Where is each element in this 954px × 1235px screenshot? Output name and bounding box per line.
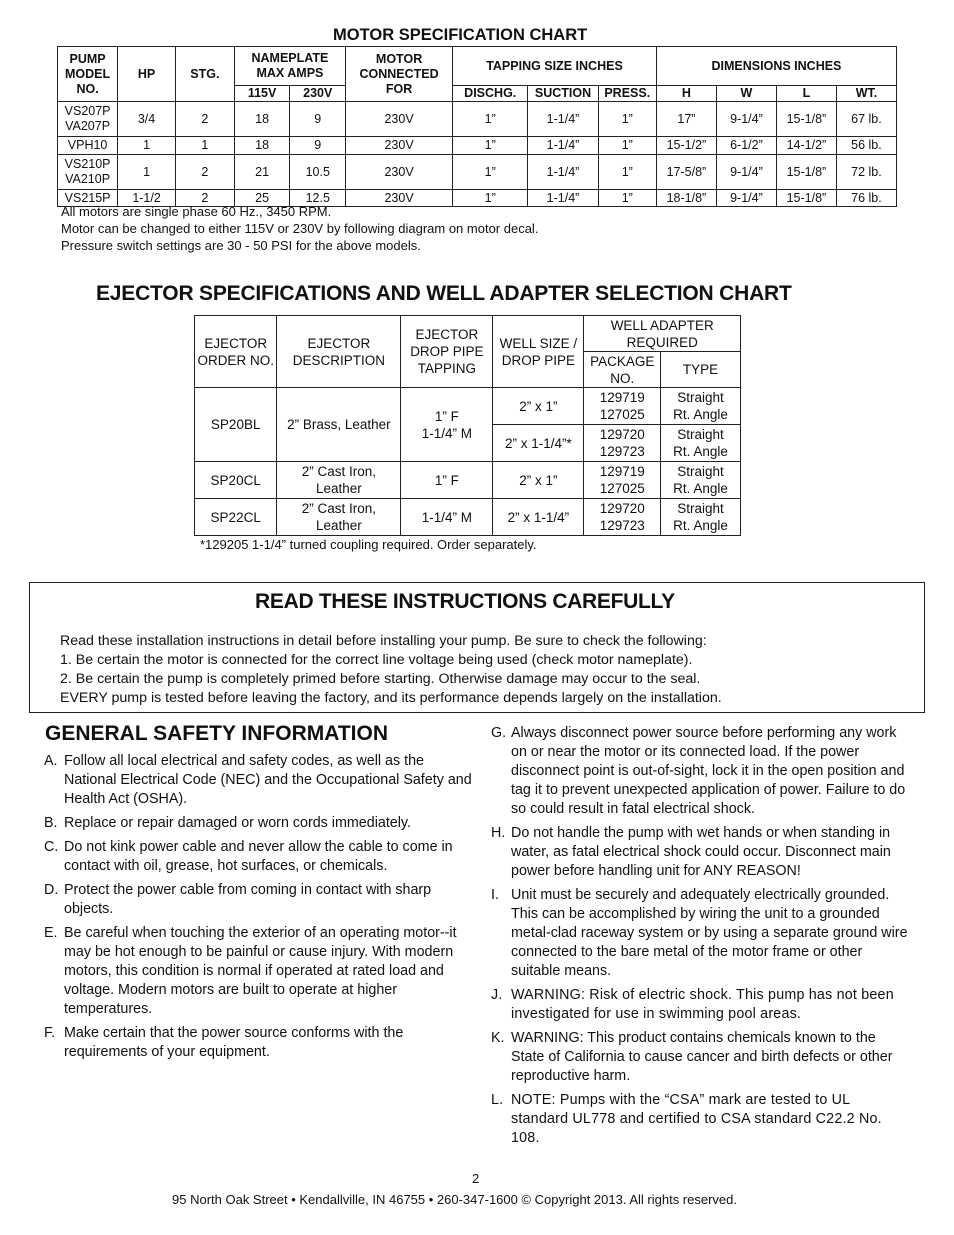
safety-item — [491, 886, 911, 981]
safety-item-letter: D. — [44, 882, 59, 898]
header-hp: HP — [118, 47, 176, 102]
table-row — [195, 499, 741, 536]
cell-wt: 76 lb. — [836, 190, 896, 207]
instructions-line: 2. Be certain the pump is completely primed before starting. Otherwise damage may occur to the seal. — [60, 671, 701, 687]
safety-item-text: WARNING: Risk of electric shock. This pump has not been investigated for use in swimming pool areas. — [511, 987, 894, 1022]
cell-press: 1” — [598, 155, 656, 190]
safety-item-text: NOTE: Pumps with the “CSA” mark are tested to UL standard UL778 and certified to CSA standard C22.2 No. 108. — [511, 1092, 882, 1146]
cell-suction: 1-1/4” — [528, 137, 598, 155]
header-ejector-tapping: EJECTOR DROP PIPE TAPPING — [401, 316, 493, 388]
header-type: TYPE — [661, 352, 741, 388]
cell-model: VS210P VA210P — [58, 155, 118, 190]
motor-note: All motors are single phase 60 Hz., 3450 RPM. — [61, 204, 332, 219]
cell-h: 17-5/8” — [656, 155, 716, 190]
cell-type: Straight Rt. Angle — [661, 499, 741, 536]
safety-item-letter: F. — [44, 1025, 56, 1041]
header-motor-connected: MOTOR CONNECTED FOR — [346, 47, 453, 102]
table-row — [58, 155, 897, 190]
safety-item-letter: E. — [44, 925, 58, 941]
safety-item-text: Do not kink power cable and never allow the cable to come in contact with oil, grease, hot surfaces, or chemicals. — [64, 839, 453, 874]
cell-type: Straight Rt. Angle — [661, 462, 741, 499]
motor-notes — [61, 203, 538, 254]
header-w: W — [716, 86, 776, 102]
motor-note: Pressure switch settings are 30 - 50 PSI for the above models. — [61, 238, 421, 253]
cell-hp: 3/4 — [118, 102, 176, 137]
cell-package: 129720 129723 — [584, 425, 661, 462]
safety-item — [491, 1091, 911, 1148]
cell-a230: 9 — [290, 102, 346, 137]
cell-w: 9-1/4” — [716, 102, 776, 137]
motor-chart-title: MOTOR SPECIFICATION CHART — [333, 26, 588, 44]
safety-item-text: Protect the power cable from coming in contact with sharp objects. — [64, 882, 432, 917]
safety-item — [491, 724, 911, 819]
cell-dischg: 1” — [453, 155, 528, 190]
header-l: L — [776, 86, 836, 102]
safety-item-letter: A. — [44, 753, 58, 769]
safety-item — [44, 924, 474, 1019]
safety-item — [44, 1024, 474, 1062]
header-well-size: WELL SIZE / DROP PIPE — [493, 316, 584, 388]
cell-suction: 1-1/4” — [528, 102, 598, 137]
cell-press: 1” — [598, 102, 656, 137]
cell-stg: 2 — [175, 155, 234, 190]
safety-item-letter: H. — [491, 825, 506, 841]
cell-connected: 230V — [346, 137, 453, 155]
ejector-chart-title: EJECTOR SPECIFICATIONS AND WELL ADAPTER SELECTION CHART — [96, 282, 792, 305]
cell-hp: 1-1/2 — [118, 190, 176, 207]
cell-dischg: 1” — [453, 137, 528, 155]
header-stg: STG. — [175, 47, 234, 102]
safety-item-letter: I. — [491, 887, 499, 903]
cell-package: 129719 127025 — [584, 388, 661, 425]
safety-item-letter: B. — [44, 815, 58, 831]
instructions-line: EVERY pump is tested before leaving the factory, and its performance depends largely on the installation. — [60, 690, 722, 706]
header-ejector-desc: EJECTOR DESCRIPTION — [277, 316, 401, 388]
cell-connected: 230V — [346, 102, 453, 137]
header-115v: 115V — [234, 86, 290, 102]
cell-well: 2” x 1-1/4” — [493, 499, 584, 536]
cell-order: SP20BL — [195, 388, 277, 462]
page-number: 2 — [472, 1171, 480, 1186]
instructions-box — [29, 582, 925, 713]
cell-hp: 1 — [118, 155, 176, 190]
safety-item — [44, 752, 474, 809]
cell-model: VS207P VA207P — [58, 102, 118, 137]
motor-note: Motor can be changed to either 115V or 230V by following diagram on motor decal. — [61, 221, 539, 236]
header-well-adapter: WELL ADAPTER REQUIRED — [584, 316, 741, 352]
cell-well: 2” x 1-1/4”* — [493, 425, 584, 462]
cell-press: 1” — [598, 190, 656, 207]
cell-dischg: 1” — [453, 102, 528, 137]
cell-l: 15-1/8” — [776, 102, 836, 137]
header-wt: WT. — [836, 86, 896, 102]
cell-w: 6-1/2” — [716, 137, 776, 155]
safety-item-text: Do not handle the pump with wet hands or when standing in water, as fatal electrical shock could occur. Disconnect main power before handling unit for ANY REASON! — [511, 825, 891, 879]
safety-item-text: Follow all local electrical and safety codes, as well as the National Electrical Code (NEC) and the Occupational Safety and Health Act (OSHA). — [64, 753, 472, 807]
safety-item-letter: G. — [491, 725, 507, 741]
header-suction: SUCTION — [528, 86, 598, 102]
safety-item-text: Replace or repair damaged or worn cords immediately. — [64, 815, 411, 831]
cell-well: 2” x 1” — [493, 462, 584, 499]
footer: 95 North Oak Street • Kendallville, IN 46755 • 260-347-1600 © Copyright 2013. All rights reserved. — [172, 1192, 737, 1207]
cell-order: SP22CL — [195, 499, 277, 536]
cell-h: 15-1/2” — [656, 137, 716, 155]
cell-w: 9-1/4” — [716, 190, 776, 207]
cell-connected: 230V — [346, 190, 453, 207]
cell-a115: 18 — [234, 102, 290, 137]
cell-stg: 1 — [175, 137, 234, 155]
safety-item-letter: J. — [491, 987, 503, 1003]
cell-a115: 18 — [234, 137, 290, 155]
safety-item-letter: K. — [491, 1030, 505, 1046]
safety-item-text: Make certain that the power source conforms with the requirements of your equipment. — [64, 1025, 404, 1060]
safety-item-text: Unit must be securely and adequately electrically grounded. This can be accomplished by wiring the unit to a grounded metal-clad raceway system or by using a separate ground wire connected to the bare metal of the motor frame or other suitable means. — [511, 887, 908, 979]
header-h: H — [656, 86, 716, 102]
cell-tapping: 1” F 1-1/4” M — [401, 388, 493, 462]
cell-press: 1” — [598, 137, 656, 155]
cell-model: VPH10 — [58, 137, 118, 155]
cell-h: 18-1/8” — [656, 190, 716, 207]
table-row — [195, 462, 741, 499]
safety-item — [491, 1029, 911, 1086]
safety-item — [44, 838, 474, 876]
cell-tapping: 1-1/4” M — [401, 499, 493, 536]
safety-right-column — [491, 724, 911, 1153]
safety-item-text: WARNING: This product contains chemicals known to the State of California to cause cancer and birth defects or other reproductive harm. — [511, 1030, 893, 1084]
cell-hp: 1 — [118, 137, 176, 155]
safety-item-text: Always disconnect power source before performing any work on or near the motor or its connected load. If the power disconnect point is out-of-sight, lock it in the open position and tag it to prevent unexpected application of power. Failure to do so could result in fatal electrical shock. — [511, 725, 906, 817]
header-dimensions: DIMENSIONS INCHES — [656, 47, 896, 86]
cell-wt: 56 lb. — [836, 137, 896, 155]
safety-item-letter: L. — [491, 1092, 504, 1108]
cell-desc: 2” Brass, Leather — [277, 388, 401, 462]
cell-suction: 1-1/4” — [528, 190, 598, 207]
safety-item-letter: C. — [44, 839, 59, 855]
safety-item-text: Be careful when touching the exterior of an operating motor--it may be hot enough to be painful or cause injury. With modern motors, this condition is normal if operated at rated load and voltage. Modern motors are built to operate at higher temperatures. — [64, 925, 457, 1017]
cell-model: VS215P — [58, 190, 118, 207]
header-tapping: TAPPING SIZE INCHES — [453, 47, 657, 86]
header-dischg: DISCHG. — [453, 86, 528, 102]
table-row — [58, 137, 897, 155]
cell-a230: 9 — [290, 137, 346, 155]
cell-tapping: 1” F — [401, 462, 493, 499]
cell-l: 15-1/8” — [776, 155, 836, 190]
cell-dischg: 1” — [453, 190, 528, 207]
instructions-title: READ THESE INSTRUCTIONS CAREFULLY — [255, 590, 675, 613]
header-pump-model: PUMP MODEL NO. — [58, 47, 118, 102]
header-nameplate: NAMEPLATE MAX AMPS — [234, 47, 345, 86]
header-press: PRESS. — [598, 86, 656, 102]
cell-well: 2” x 1” — [493, 388, 584, 425]
cell-desc: 2” Cast Iron, Leather — [277, 462, 401, 499]
cell-wt: 72 lb. — [836, 155, 896, 190]
cell-a115: 21 — [234, 155, 290, 190]
cell-connected: 230V — [346, 155, 453, 190]
table-row — [58, 102, 897, 137]
safety-item — [491, 986, 911, 1024]
cell-wt: 67 lb. — [836, 102, 896, 137]
table-row — [195, 388, 741, 425]
cell-package: 129720 129723 — [584, 499, 661, 536]
cell-stg: 2 — [175, 102, 234, 137]
cell-l: 15-1/8” — [776, 190, 836, 207]
cell-suction: 1-1/4” — [528, 155, 598, 190]
header-ejector-order: EJECTOR ORDER NO. — [195, 316, 277, 388]
cell-a115: 25 — [234, 190, 290, 207]
cell-l: 14-1/2” — [776, 137, 836, 155]
cell-h: 17” — [656, 102, 716, 137]
safety-item — [491, 824, 911, 881]
ejector-note: *129205 1-1/4” turned coupling required. Order separately. — [200, 537, 537, 552]
cell-desc: 2” Cast Iron, Leather — [277, 499, 401, 536]
cell-order: SP20CL — [195, 462, 277, 499]
safety-left-column — [44, 752, 474, 1067]
instructions-line: 1. Be certain the motor is connected for the correct line voltage being used (check motor nameplate). — [60, 652, 693, 668]
cell-type: Straight Rt. Angle — [661, 388, 741, 425]
motor-spec-table — [57, 46, 897, 207]
cell-stg: 2 — [175, 190, 234, 207]
instructions-line: Read these installation instructions in detail before installing your pump. Be sure to check the following: — [60, 633, 707, 649]
safety-item — [44, 881, 474, 919]
header-230v: 230V — [290, 86, 346, 102]
cell-package: 129719 127025 — [584, 462, 661, 499]
cell-type: Straight Rt. Angle — [661, 425, 741, 462]
cell-a230: 12.5 — [290, 190, 346, 207]
safety-item — [44, 814, 474, 833]
instructions-lines — [60, 632, 722, 708]
ejector-spec-table — [194, 315, 741, 536]
cell-w: 9-1/4” — [716, 155, 776, 190]
safety-title: GENERAL SAFETY INFORMATION — [45, 722, 389, 745]
header-package: PACKAGE NO. — [584, 352, 661, 388]
cell-a230: 10.5 — [290, 155, 346, 190]
